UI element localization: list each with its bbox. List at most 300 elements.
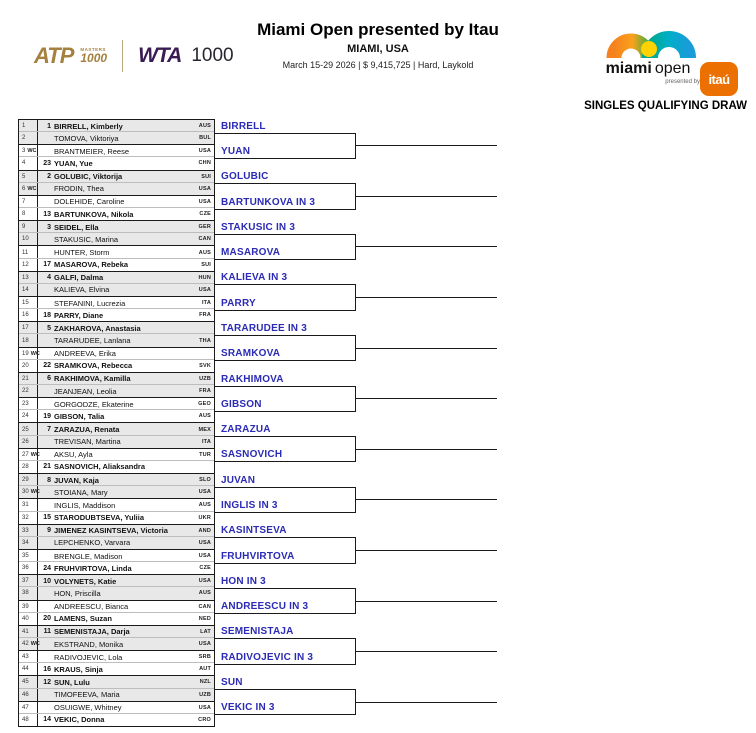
player-row: [19, 525, 214, 537]
match-box: [18, 498, 215, 524]
round1-winner-name: ANDREESCU IN 3: [221, 601, 309, 613]
round1-winner-name: FRUHVIRTOVA: [221, 550, 295, 562]
player-row: [19, 601, 214, 613]
draw-position: [19, 120, 38, 132]
winner-line: [215, 284, 355, 285]
position-number: 28: [22, 463, 29, 470]
position-number: 2: [22, 135, 26, 142]
winner-line: [215, 360, 355, 361]
player-row: [19, 145, 214, 157]
draw-position: [19, 702, 38, 714]
player-name: OSUIGWE, Whitney: [54, 703, 122, 713]
itau-logo: [700, 62, 738, 96]
tournament-header: [178, 20, 578, 70]
position-number: 33: [22, 527, 29, 534]
draw-position: [19, 575, 38, 587]
winner-line: [215, 436, 355, 437]
position-number: 30: [22, 489, 29, 496]
player-name: SEMENISTAJA, Darja: [54, 627, 130, 637]
draw-position: [19, 373, 38, 385]
position-number: 36: [22, 565, 29, 572]
bracket-connector: [355, 284, 356, 310]
player-row: [19, 423, 214, 435]
draw-position: [19, 284, 38, 296]
player-row: [19, 322, 214, 334]
round2-line: [355, 550, 497, 551]
position-number: 1: [22, 123, 26, 130]
player-row: [19, 436, 214, 448]
position-number: 48: [22, 716, 29, 723]
player-row: [19, 208, 214, 220]
winner-line: [215, 537, 355, 538]
round1-winner-name: GOLUBIC: [221, 171, 269, 183]
round1-winner-name: SASNOVICH: [221, 449, 283, 461]
player-name: RAKHIMOVA, Kamilla: [54, 374, 131, 384]
position-number: 8: [22, 211, 26, 218]
player-row: [19, 171, 214, 183]
position-number: 46: [22, 691, 29, 698]
position-number: 4: [22, 160, 26, 167]
player-row: [19, 587, 214, 599]
bracket-connector: [355, 588, 356, 614]
player-row: [19, 334, 214, 346]
winner-line: [215, 386, 355, 387]
draw-position: [19, 208, 38, 220]
player-name: FRUHVIRTOVA, Linda: [54, 563, 132, 573]
tournament-location: MIAMI, USA: [347, 43, 409, 55]
round1-winner-name: GIBSON: [221, 398, 262, 410]
wildcard-badge: WC: [30, 489, 40, 496]
player-row: [19, 537, 214, 549]
player-row: [19, 259, 214, 271]
country-code: SUI: [201, 261, 211, 268]
bracket-connector: [355, 537, 356, 563]
winner-line: [215, 563, 355, 564]
round1-winner-name: JUVAN: [221, 474, 256, 486]
draw-position: [19, 132, 38, 144]
player-name: STAKUSIC, Marina: [54, 234, 119, 244]
player-row: [19, 461, 214, 473]
logo-divider: [122, 40, 123, 72]
player-row: [19, 512, 214, 524]
position-number: 45: [22, 679, 29, 686]
match-box: [18, 245, 215, 271]
position-number: 37: [22, 578, 29, 585]
country-code: AUS: [198, 249, 211, 256]
player-name: JEANJEAN, Leolia: [54, 386, 117, 396]
round1-winner-name: MASAROVA: [221, 247, 281, 259]
player-name: KRAUS, Sinja: [54, 664, 103, 674]
position-number: 12: [22, 261, 29, 268]
position-number: 35: [22, 553, 29, 560]
seed-number: 4: [47, 274, 51, 282]
bracket-connector: [355, 436, 356, 462]
draw-position: [19, 398, 38, 410]
player-row: [19, 499, 214, 511]
country-code: ITA: [201, 300, 211, 307]
winner-line: [215, 461, 355, 462]
match-box: [18, 448, 215, 474]
miami-open-arcs-icon: [604, 6, 700, 58]
round1-winner-name: KASINTSEVA: [221, 525, 287, 537]
seed-number: 18: [43, 311, 51, 319]
miami-open-logo: [596, 6, 746, 85]
match-box: [18, 321, 215, 347]
country-code: USA: [198, 704, 211, 711]
player-name: SASNOVICH, Aliaksandra: [54, 462, 145, 472]
round1-winner-name: VEKIC IN 3: [221, 702, 275, 714]
player-name: RADIVOJEVIC, Lola: [54, 652, 123, 662]
presented-by-label: presented by: [665, 79, 700, 85]
round1-winner-name: ZARAZUA: [221, 424, 271, 436]
winner-line: [215, 588, 355, 589]
winner-line: [215, 133, 355, 134]
position-number: 39: [22, 603, 29, 610]
player-name: SUN, Lulu: [54, 677, 90, 687]
player-name: GALFI, Dalma: [54, 273, 104, 283]
player-row: [19, 676, 214, 688]
itau-word: itaú: [708, 71, 730, 87]
seed-number: 14: [43, 716, 51, 724]
round1-winner-name: RAKHIMOVA: [221, 373, 284, 385]
seed-number: 13: [43, 210, 51, 218]
draw-position: [19, 512, 38, 524]
player-name: STARODUBTSEVA, Yuliia: [54, 513, 145, 523]
seed-number: 10: [43, 577, 51, 585]
round2-line: [355, 348, 497, 349]
draw-position: [19, 246, 38, 258]
bracket-connector: [355, 487, 356, 513]
round1-winner-name: PARRY: [221, 297, 256, 309]
player-name: TIMOFEEVA, Maria: [54, 690, 120, 700]
position-number: 25: [22, 426, 29, 433]
draw-position: [19, 157, 38, 169]
bracket-connector: [355, 638, 356, 664]
winner-line: [215, 664, 355, 665]
draw-position: [19, 550, 38, 562]
position-number: 3: [22, 148, 26, 155]
player-name: BRENGLE, Madison: [54, 551, 123, 561]
player-row: [19, 575, 214, 587]
country-code: GEO: [198, 401, 211, 408]
player-name: FRODIN, Thea: [54, 184, 104, 194]
round1-winner-name: STAKUSIC IN 3: [221, 221, 296, 233]
draw-position: [19, 272, 38, 284]
match-box: [18, 372, 215, 398]
seed-number: 8: [47, 476, 51, 484]
country-code: ITA: [201, 438, 211, 445]
player-name: LAMENS, Suzan: [54, 614, 112, 624]
player-name: BRANTMEIER, Reese: [54, 146, 130, 156]
player-name: HUNTER, Storm: [54, 248, 110, 258]
player-name: AKSU, Ayla: [54, 450, 93, 460]
round1-winner-name: TARARUDEE IN 3: [221, 322, 307, 334]
position-number: 5: [22, 173, 26, 180]
country-code: USA: [198, 148, 211, 155]
atp-1000-label: 1000: [80, 51, 108, 66]
country-code: UKR: [198, 514, 211, 521]
draw-position: [19, 714, 38, 726]
match-box: [18, 524, 215, 550]
player-row: [19, 410, 214, 422]
round1-winner-name: BIRRELL: [221, 120, 266, 132]
player-row: [19, 651, 214, 663]
bracket-connector: [355, 133, 356, 159]
winner-line: [215, 310, 355, 311]
player-row: [19, 309, 214, 321]
country-code: CAN: [198, 236, 211, 243]
position-number: 7: [22, 198, 26, 205]
country-code: SUI: [201, 173, 211, 180]
draw-position: [19, 348, 38, 360]
round1-winner-name: RADIVOJEVIC IN 3: [221, 651, 314, 663]
draw-position: [19, 221, 38, 233]
position-number: 34: [22, 539, 29, 546]
player-name: ZARAZUA, Renata: [54, 425, 120, 435]
seed-number: 5: [47, 324, 51, 332]
draw-position: [19, 196, 38, 208]
round2-line: [355, 196, 497, 197]
country-code: AUT: [199, 666, 211, 673]
player-name: ANDREEVA, Erika: [54, 349, 116, 359]
country-code: CHN: [198, 160, 211, 167]
winner-line: [215, 613, 355, 614]
draw-position: [19, 525, 38, 537]
seed-number: 19: [43, 412, 51, 420]
country-code: USA: [198, 286, 211, 293]
draw-position: [19, 334, 38, 346]
player-name: PARRY, Diane: [54, 310, 104, 320]
country-code: FRA: [199, 388, 211, 395]
player-name: JIMENEZ KASINTSEVA, Victoria: [54, 526, 168, 536]
wta-logo: WTA: [138, 44, 182, 67]
country-code: CRO: [198, 716, 211, 723]
position-number: 40: [22, 615, 29, 622]
player-row: [19, 626, 214, 638]
player-name: TOMOVA, Viktoriya: [54, 133, 119, 143]
seed-number: 23: [43, 159, 51, 167]
player-name: STEFANINI, Lucrezia: [54, 298, 126, 308]
player-name: BARTUNKOVA, Nikola: [54, 209, 134, 219]
round1-winner-name: BARTUNKOVA IN 3: [221, 196, 316, 208]
player-row: [19, 689, 214, 701]
player-row: [19, 120, 214, 132]
country-code: USA: [198, 641, 211, 648]
match-box: [18, 347, 215, 373]
player-name: JUVAN, Kaja: [54, 475, 99, 485]
seed-number: 20: [43, 615, 51, 623]
tournament-details: March 15-29 2026 | $ 9,415,725 | Hard, Laykold: [282, 60, 474, 70]
country-code: NED: [198, 615, 211, 622]
player-row: [19, 132, 214, 144]
seed-number: 15: [43, 514, 51, 522]
country-code: USA: [198, 489, 211, 496]
player-name: LEPCHENKO, Varvara: [54, 538, 131, 548]
draw-position: [19, 689, 38, 701]
draw-position: [19, 587, 38, 599]
draw-position: [19, 410, 38, 422]
draw-title: SINGLES QUALIFYING DRAW: [584, 100, 747, 112]
draw-position: [19, 613, 38, 625]
player-name: STOIANA, Mary: [54, 487, 108, 497]
open-word: open: [654, 60, 691, 77]
draw-position: [19, 474, 38, 486]
country-code: FRA: [199, 312, 211, 319]
country-code: USA: [198, 578, 211, 585]
winner-line: [215, 259, 355, 260]
draw-position: [19, 309, 38, 321]
round1-winner-name: HON IN 3: [221, 575, 266, 587]
winner-line: [215, 512, 355, 513]
player-row: [19, 486, 214, 498]
position-number: 15: [22, 300, 29, 307]
bracket-connector: [355, 386, 356, 412]
country-code: LAT: [200, 628, 211, 635]
player-name: EKSTRAND, Monika: [54, 639, 124, 649]
round2-line: [355, 297, 497, 298]
draw-position: [19, 676, 38, 688]
match-box: [18, 675, 215, 701]
draw-position: [19, 183, 38, 195]
player-name: BIRRELL, Kimberly: [54, 121, 123, 131]
player-row: [19, 221, 214, 233]
player-row: [19, 702, 214, 714]
position-number: 27: [22, 451, 29, 458]
position-number: 32: [22, 514, 29, 521]
player-name: ZAKHAROVA, Anastasia: [54, 323, 141, 333]
atp-logo: ATP: [34, 43, 74, 68]
round2-line: [355, 651, 497, 652]
player-row: [19, 474, 214, 486]
position-number: 41: [22, 628, 29, 635]
country-code: SVK: [199, 362, 211, 369]
tournament-title: Miami Open presented by Itau: [257, 20, 499, 39]
position-number: 19: [22, 350, 29, 357]
round1-winner-name: KALIEVA IN 3: [221, 272, 288, 284]
draw-position: [19, 436, 38, 448]
player-name: TREVISAN, Martina: [54, 437, 121, 447]
draw-position: [19, 638, 38, 650]
country-code: AUS: [198, 413, 211, 420]
round2-line: [355, 601, 497, 602]
player-name: SEIDEL, Ella: [54, 222, 99, 232]
country-code: USA: [198, 539, 211, 546]
seed-number: 3: [47, 223, 51, 231]
player-row: [19, 157, 214, 169]
position-number: 18: [22, 337, 29, 344]
draw-position: [19, 537, 38, 549]
match-box: [18, 195, 215, 221]
draw-position: [19, 663, 38, 675]
match-box: [18, 625, 215, 651]
draw-position: [19, 449, 38, 461]
draw-position: [19, 385, 38, 397]
position-number: 38: [22, 590, 29, 597]
country-code: AND: [198, 527, 211, 534]
round2-line: [355, 499, 497, 500]
seed-number: 12: [43, 678, 51, 686]
position-number: 16: [22, 312, 29, 319]
player-row: [19, 714, 214, 726]
country-code: NZL: [199, 679, 211, 686]
winner-line: [215, 638, 355, 639]
position-number: 6: [22, 185, 26, 192]
country-code: USA: [198, 198, 211, 205]
bracket-connector: [355, 689, 356, 715]
match-box: [18, 220, 215, 246]
country-code: UZB: [199, 375, 211, 382]
country-code: CZE: [199, 211, 211, 218]
winner-line: [215, 158, 355, 159]
winner-line: [215, 689, 355, 690]
player-row: [19, 183, 214, 195]
match-box: [18, 473, 215, 499]
player-name: GOLUBIC, Viktorija: [54, 172, 123, 182]
miami-open-wordmark: [596, 60, 700, 78]
player-row: [19, 663, 214, 675]
bracket-connector: [355, 183, 356, 209]
wta-1000-label: 1000: [191, 45, 234, 66]
country-code: AUS: [198, 590, 211, 597]
match-box: [18, 549, 215, 575]
seed-number: 9: [47, 527, 51, 535]
position-number: 43: [22, 654, 29, 661]
country-code: MEX: [198, 426, 211, 433]
winner-line: [215, 209, 355, 210]
winner-line: [215, 335, 355, 336]
player-row: [19, 348, 214, 360]
draw-position: [19, 486, 38, 498]
match-box: [18, 422, 215, 448]
position-number: 26: [22, 438, 29, 445]
player-name: ANDREESCU, Bianca: [54, 602, 129, 612]
position-number: 9: [22, 224, 26, 231]
match-box: [18, 600, 215, 626]
match-box: [18, 650, 215, 676]
round2-line: [355, 145, 497, 146]
wildcard-badge: WC: [30, 350, 40, 357]
player-name: INGLIS, Maddison: [54, 500, 116, 510]
seed-number: 7: [47, 426, 51, 434]
position-number: 24: [22, 413, 29, 420]
country-code: HUN: [198, 274, 211, 281]
draw-position: [19, 499, 38, 511]
player-row: [19, 398, 214, 410]
player-row: [19, 196, 214, 208]
player-name: MASAROVA, Rebeka: [54, 260, 129, 270]
match-box: [18, 170, 215, 196]
position-number: 44: [22, 666, 29, 673]
player-row: [19, 297, 214, 309]
match-box: [18, 701, 215, 727]
player-name: DOLEHIDE, Caroline: [54, 197, 125, 207]
player-name: GIBSON, Talia: [54, 411, 105, 421]
player-row: [19, 550, 214, 562]
draw-position: [19, 601, 38, 613]
country-code: USA: [198, 185, 211, 192]
round1-winner-name: SUN: [221, 677, 243, 689]
winner-line: [215, 714, 355, 715]
position-number: 14: [22, 286, 29, 293]
draw-position: [19, 297, 38, 309]
player-row: [19, 373, 214, 385]
atp-masters-label: MASTERS: [80, 46, 106, 52]
winner-line: [215, 183, 355, 184]
country-code: CAN: [198, 603, 211, 610]
player-row: [19, 562, 214, 574]
draw-position: [19, 233, 38, 245]
position-number: 23: [22, 401, 29, 408]
